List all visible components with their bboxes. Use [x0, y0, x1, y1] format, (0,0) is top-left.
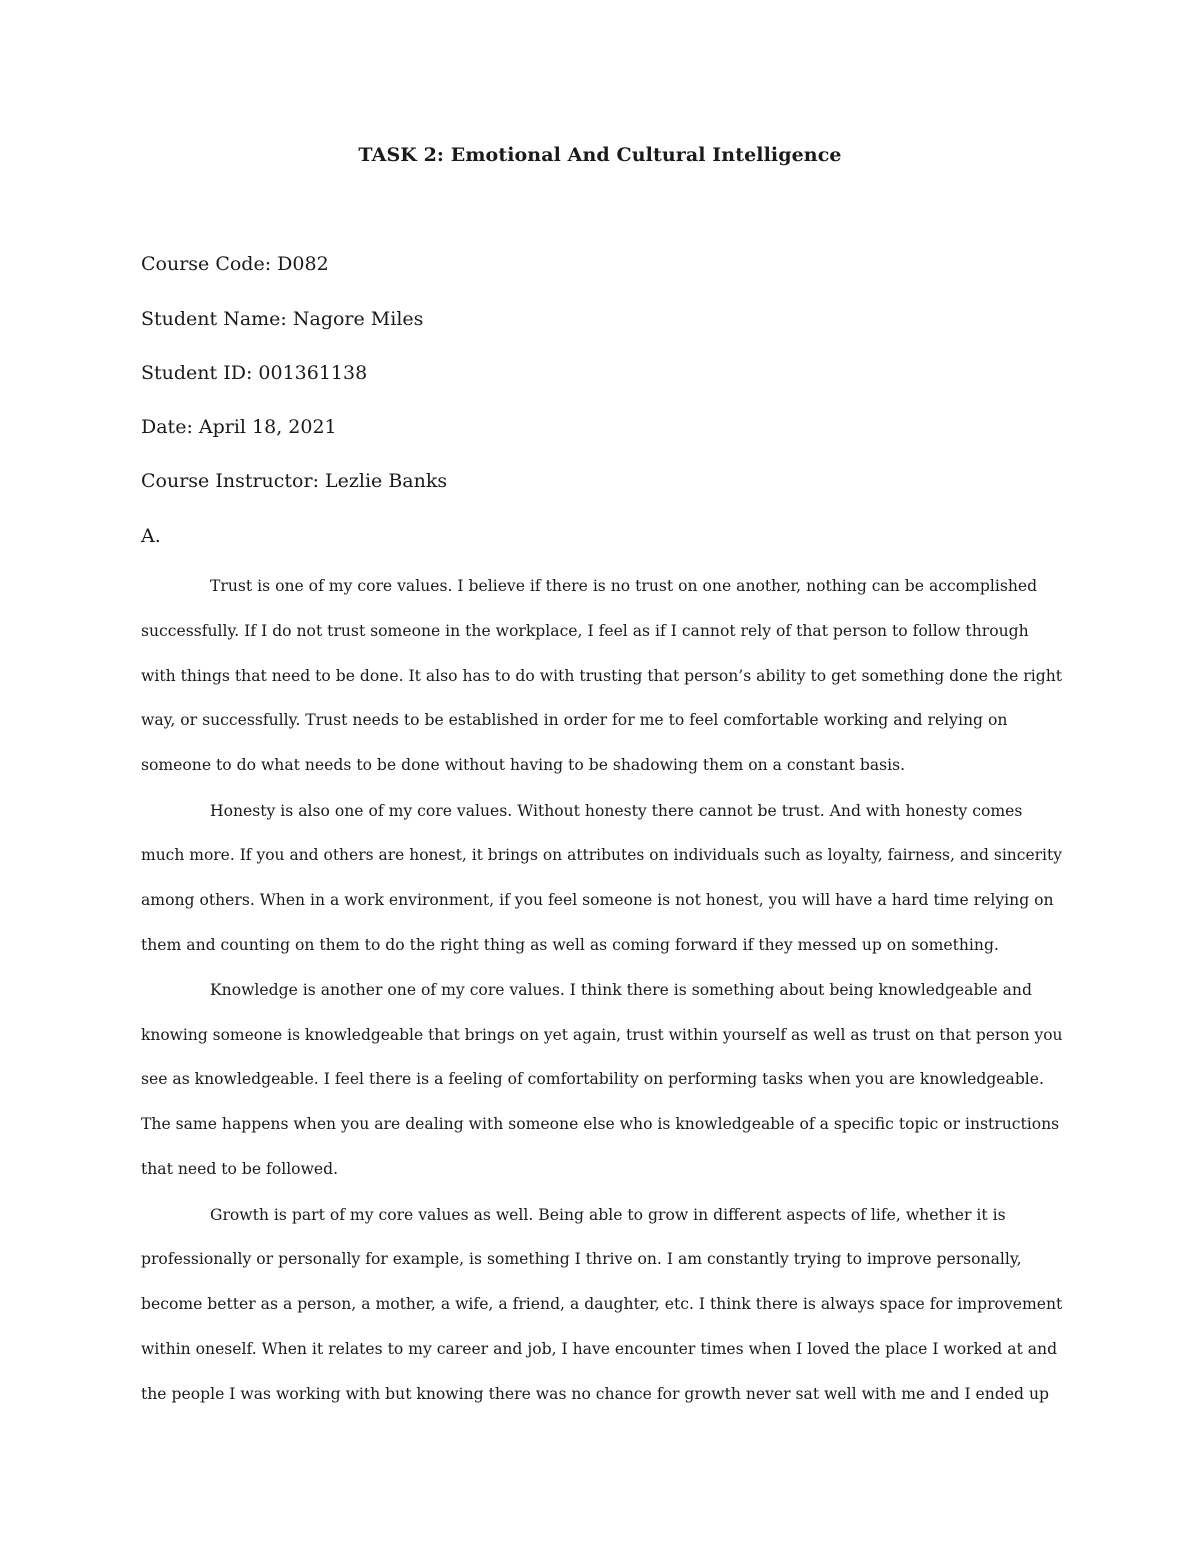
section-label: A. [141, 525, 161, 547]
paragraph-line: within oneself. When it relates to my career and job, I have encounter times when I loved the place I worked at and [141, 1340, 1058, 1358]
course-code: Course Code: D082 [141, 253, 329, 275]
paragraph-line: way, or successfully. Trust needs to be established in order for me to feel comfortable working and relying on [141, 711, 1008, 729]
paragraph-line: Growth is part of my core values as well. Being able to grow in different aspects of life, whether it is [210, 1206, 1006, 1224]
paragraph-line: become better as a person, a mother, a wife, a friend, a daughter, etc. I think there is always space for improvement [141, 1295, 1063, 1313]
document-title: TASK 2: Emotional And Cultural Intelligence [358, 144, 842, 166]
paragraph-line: the people I was working with but knowing there was no chance for growth never sat well with me and I ended up [141, 1385, 1050, 1403]
student-id: Student ID: 001361138 [141, 362, 368, 384]
paragraph-line: Honesty is also one of my core values. Without honesty there cannot be trust. And with honesty comes [210, 802, 1023, 820]
paragraph-line: among others. When in a work environment, if you feel someone is not honest, you will have a hard time relying on [141, 891, 1054, 909]
paragraph-line: professionally or personally for example, is something I thrive on. I am constantly trying to improve personally, [141, 1250, 1022, 1268]
paragraph-line: The same happens when you are dealing with someone else who is knowledgeable of a specific topic or instructions [141, 1115, 1060, 1133]
paragraph-line: with things that need to be done. It also has to do with trusting that person’s ability to get something done the right [141, 667, 1063, 685]
paragraph-line: successfully. If I do not trust someone in the workplace, I feel as if I cannot rely of that person to follow through [141, 622, 1029, 640]
paragraph-line: that need to be followed. [141, 1160, 339, 1178]
student-name: Student Name: Nagore Miles [141, 308, 424, 330]
paragraph-line: them and counting on them to do the right thing as well as coming forward if they messed up on something. [141, 936, 999, 954]
paragraph-line: Trust is one of my core values. I believe if there is no trust on one another, nothing can be accomplished [210, 577, 1038, 595]
course-instructor: Course Instructor: Lezlie Banks [141, 470, 448, 492]
date: Date: April 18, 2021 [141, 416, 337, 438]
paragraph-line: see as knowledgeable. I feel there is a feeling of comfortability on performing tasks when you are knowledgeable. [141, 1070, 1044, 1088]
paragraph-line: knowing someone is knowledgeable that brings on yet again, trust within yourself as well as trust on that person you [141, 1026, 1063, 1044]
paragraph-line: Knowledge is another one of my core values. I think there is something about being knowledgeable and [210, 981, 1032, 999]
paragraph-line: much more. If you and others are honest, it brings on attributes on individuals such as loyalty, fairness, and sincerity [141, 846, 1062, 864]
paragraph-line: someone to do what needs to be done without having to be shadowing them on a constant basis. [141, 756, 906, 774]
